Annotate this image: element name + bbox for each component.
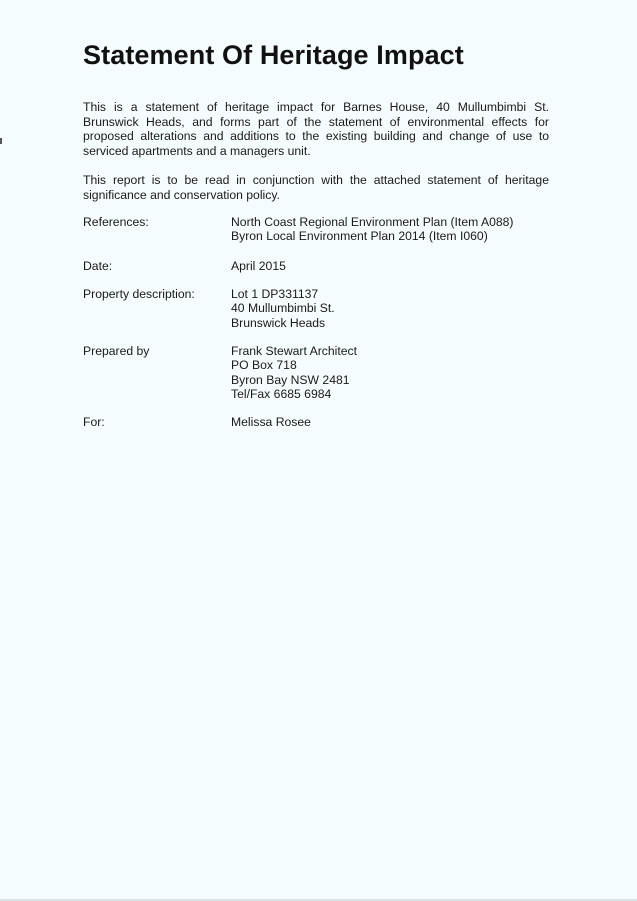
date-label: Date:: [83, 259, 113, 273]
references-values: [231, 215, 561, 244]
prepared-by-line: PO Box 718: [231, 358, 297, 373]
for-value: Melissa Rosee: [231, 415, 311, 429]
reference-line: North Coast Regional Environment Plan (Item A088): [231, 215, 514, 229]
reference-line: Byron Local Environment Plan 2014 (Item I060): [231, 229, 488, 244]
references-label: References:: [83, 215, 149, 229]
scan-edge-mark: [0, 138, 2, 144]
intro-paragraph: This is a statement of heritage impact for Barnes House, 40 Mullumbimbi St. Brunswick Heads, and forms part of the statement of environmental effects for proposed alterations and additions to the existing building and change of use to serviced apartments and a managers unit.: [83, 100, 549, 158]
property-line: Brunswick Heads: [231, 315, 326, 330]
prepared-by-line: Tel/Fax 6685 6984: [231, 387, 332, 402]
prepared-by-label: Prepared by: [83, 344, 150, 358]
property-label: Property description:: [83, 287, 195, 301]
document-title: Statement Of Heritage Impact: [83, 40, 464, 70]
prepared-by-line: Byron Bay NSW 2481: [231, 372, 350, 387]
date-values: [231, 259, 561, 273]
property-line: Lot 1 DP331137: [231, 287, 319, 301]
property-line: 40 Mullumbimbi St.: [231, 301, 335, 316]
for-values: [231, 415, 561, 429]
conjunction-paragraph: This report is to be read in conjunction with the attached statement of heritage significance and conservation policy.: [83, 173, 549, 202]
for-label: For:: [83, 415, 105, 429]
property-values: [231, 287, 561, 330]
prepared-by-line: Frank Stewart Architect: [231, 344, 357, 358]
prepared-by-values: [231, 344, 561, 402]
date-value: April 2015: [231, 259, 286, 273]
